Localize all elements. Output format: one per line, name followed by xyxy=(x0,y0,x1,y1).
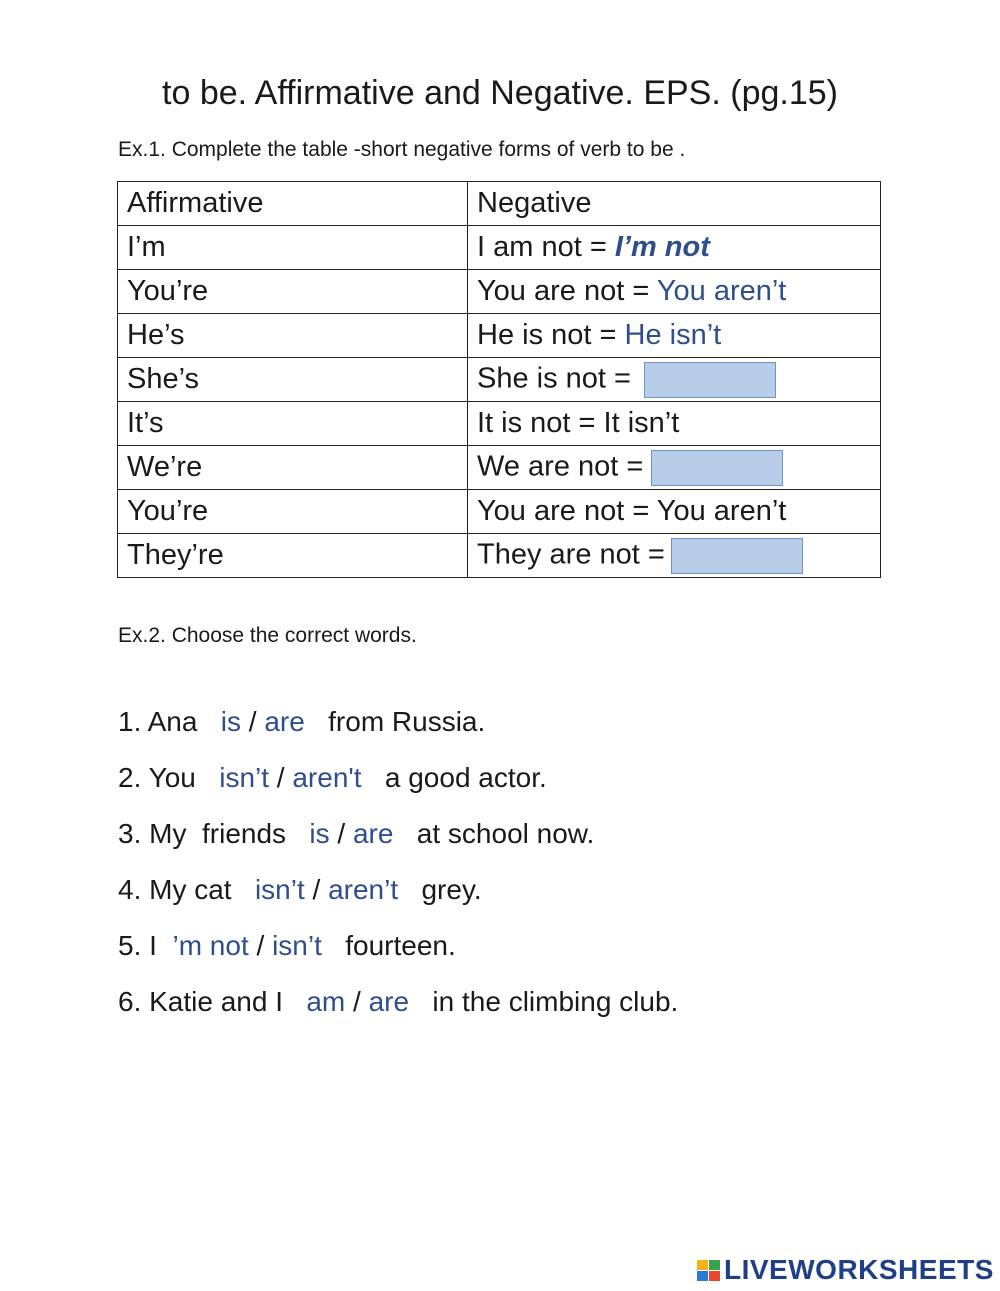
sentence-end: grey. xyxy=(421,874,482,905)
negative-prefix: I am not = xyxy=(477,231,607,263)
choice-separator: / xyxy=(312,874,321,905)
sentence-end: fourteen. xyxy=(345,930,456,961)
negative-prefix: We are not = xyxy=(477,450,644,483)
table-row xyxy=(118,402,881,446)
answer-input-we[interactable] xyxy=(651,450,783,486)
page-title: to be. Affirmative and Negative. EPS. (pg.15) xyxy=(162,74,838,112)
choice-option-1[interactable]: isn’t xyxy=(219,762,270,793)
negative-prefix: You are not = You aren’t xyxy=(477,495,787,527)
filled-answer: You aren’t xyxy=(656,275,787,307)
sentence-item xyxy=(118,874,482,906)
negative-cell xyxy=(468,314,881,358)
answer-input-they[interactable] xyxy=(671,538,803,574)
negative-cell xyxy=(468,490,881,534)
choice-separator: / xyxy=(256,930,265,961)
choice-option-2[interactable]: aren't xyxy=(292,762,362,793)
example-answer: I’m not xyxy=(614,231,710,263)
table-header-row xyxy=(118,182,881,226)
sentence-start: 1. Ana xyxy=(118,706,198,737)
exercise-2-instruction: Ex.2. Choose the correct words. xyxy=(118,624,417,647)
affirmative-cell: She’s xyxy=(118,358,468,402)
affirmative-cell: I’m xyxy=(118,226,468,270)
negative-cell xyxy=(468,402,881,446)
choice-separator: / xyxy=(337,818,346,849)
sentence-item xyxy=(118,762,547,794)
affirmative-cell: We’re xyxy=(118,446,468,490)
sentence-end: from Russia. xyxy=(328,706,486,737)
sentence-item xyxy=(118,930,456,962)
negative-cell xyxy=(468,446,881,490)
sentence-start: 4. My cat xyxy=(118,874,232,905)
sentence-start: 6. Katie and I xyxy=(118,986,284,1017)
logo-blocks-icon xyxy=(697,1260,720,1281)
header-affirmative: Affirmative xyxy=(118,182,468,226)
choice-option-1[interactable]: isn’t xyxy=(254,874,305,905)
choice-separator: / xyxy=(353,986,361,1017)
sentence-start: 3. My friends xyxy=(118,818,287,849)
header-negative: Negative xyxy=(468,182,881,226)
affirmative-cell: He’s xyxy=(118,314,468,358)
choice-option-2[interactable]: are xyxy=(368,986,410,1017)
negative-prefix: He is not = xyxy=(477,319,617,351)
affirmative-cell: You’re xyxy=(118,270,468,314)
liveworksheets-logo xyxy=(697,1255,994,1285)
table-row xyxy=(118,314,881,358)
negative-prefix: They are not = xyxy=(477,538,665,571)
table-row xyxy=(118,270,881,314)
logo-block xyxy=(697,1260,708,1270)
exercise-1-instruction: Ex.1. Complete the table -short negative forms of verb to be . xyxy=(118,138,686,161)
negative-cell xyxy=(468,534,881,578)
choice-option-2[interactable]: isn’t xyxy=(272,930,322,961)
sentence-end: in the climbing club. xyxy=(432,986,679,1017)
negative-prefix: She is not = xyxy=(477,362,631,395)
choice-separator: / xyxy=(276,762,285,793)
affirmative-cell: You’re xyxy=(118,490,468,534)
logo-block xyxy=(709,1271,720,1281)
choice-option-2[interactable]: aren’t xyxy=(328,874,399,905)
table-row xyxy=(118,358,881,402)
sentence-item xyxy=(118,706,485,738)
table-row xyxy=(118,490,881,534)
sentence-item xyxy=(118,818,594,850)
table-row xyxy=(118,446,881,490)
logo-text: LIVEWORKSHEETS xyxy=(724,1254,994,1285)
choice-option-2[interactable]: are xyxy=(264,706,305,737)
choice-option-1[interactable]: ’m not xyxy=(172,930,249,961)
table-row xyxy=(118,226,881,270)
affirmative-cell: It’s xyxy=(118,402,468,446)
choice-separator: / xyxy=(248,706,257,737)
filled-answer: He isn’t xyxy=(624,319,722,351)
table-row xyxy=(118,534,881,578)
sentence-end: a good actor. xyxy=(384,762,547,793)
choice-option-1[interactable]: is xyxy=(309,818,330,849)
negative-prefix: You are not = xyxy=(477,275,650,307)
sentence-start: 2. You xyxy=(118,762,196,793)
verb-table xyxy=(117,181,881,578)
choice-option-2[interactable]: are xyxy=(352,818,394,849)
choice-option-1[interactable]: am xyxy=(306,986,346,1017)
negative-prefix: It is not = It isn’t xyxy=(477,407,680,439)
logo-block xyxy=(697,1271,708,1281)
sentence-item xyxy=(118,986,678,1018)
affirmative-cell: They’re xyxy=(118,534,468,578)
answer-input-she[interactable] xyxy=(644,362,776,398)
logo-block xyxy=(709,1260,720,1270)
sentence-end: at school now. xyxy=(416,818,595,849)
choice-option-1[interactable]: is xyxy=(220,706,241,737)
sentence-start: 5. I xyxy=(118,930,157,961)
negative-cell xyxy=(468,358,881,402)
negative-cell xyxy=(468,226,881,270)
negative-cell xyxy=(468,270,881,314)
